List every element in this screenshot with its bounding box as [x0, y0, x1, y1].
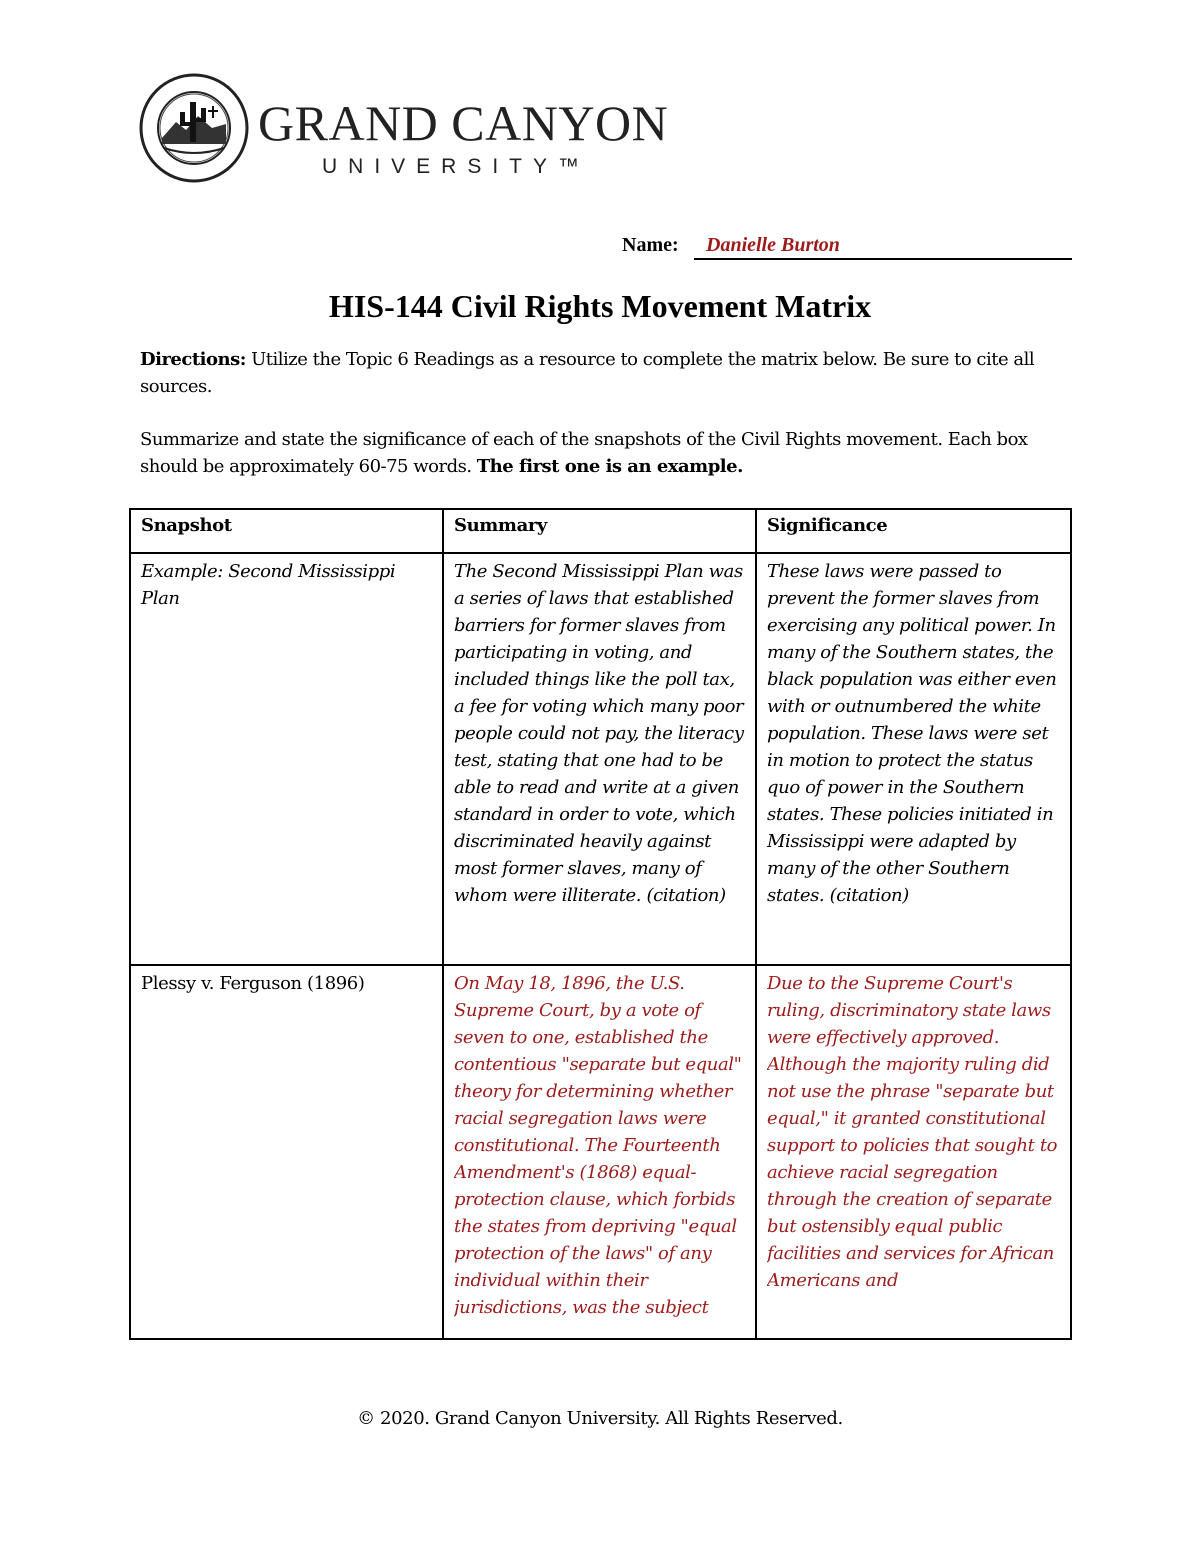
- instructions-paragraph: [140, 427, 1075, 480]
- table-row: [130, 553, 1071, 965]
- copyright-footer: © 2020. Grand Canyon University. All Rights Reserved.: [357, 1408, 843, 1429]
- cell-significance: These laws were passed to prevent the former slaves from exercising any political power. In many of the Southern states, the black population was either even with or outnumbered the white population. These laws were set in motion to protect the status quo of power in the Southern states. These policies initiated in Mississippi were adapted by many of the other Southern states. (citation): [756, 553, 1071, 965]
- cell-snapshot: [130, 965, 443, 1339]
- table-row: [130, 965, 1071, 1339]
- directions-paragraph: [140, 347, 1075, 400]
- name-field: [622, 234, 1072, 264]
- header-significance: Significance: [756, 509, 1071, 553]
- name-value: Danielle Burton: [706, 234, 840, 256]
- university-seal-icon: [138, 72, 250, 184]
- cell-summary-text: On May 18, 1896, the U.S. Supreme Court, by a vote of seven to one, established the contentious "separate but equal" theory for determining whether racial segregation laws were constitutional. The Fourteenth Amendment's (1868) equal-protection clause, which forbids the states from depriving "equal protection of the laws" of any individual within their jurisdictions, was the subject: [454, 973, 742, 1318]
- name-label: Name:: [622, 234, 679, 256]
- cell-significance: [756, 965, 1071, 1339]
- university-logo: [138, 72, 669, 182]
- instructions-text: Summarize and state the significance of each of the snapshots of the Civil Rights movement. Each box should be approximately 60-75 words.: [140, 429, 1028, 477]
- cell-significance-text: Due to the Supreme Court's ruling, discriminatory state laws were effectively approved. Although the majority ruling did not use the phrase "separate but equal," it granted constitutional support to policies that sought to achieve racial segregation through the creation of separate but ostensibly equal public facilities and services for African Americans and: [767, 973, 1058, 1291]
- instructions-bold: The first one is an example.: [476, 455, 743, 477]
- directions-text: Utilize the Topic 6 Readings as a resource to complete the matrix below. Be sure to cite all sources.: [140, 349, 1035, 397]
- name-underline: [694, 258, 1072, 260]
- page-title: HIS-144 Civil Rights Movement Matrix: [328, 288, 872, 324]
- header-snapshot: Snapshot: [130, 509, 443, 553]
- cell-summary: The Second Mississippi Plan was a series of laws that established barriers for former slaves from participating in voting, and included things like the poll tax, a fee for voting which many poor people could not pay, the literacy test, stating that one had to be able to read and write at a given standard in order to vote, which discriminated heavily against most former slaves, many of whom were illiterate. (citation): [443, 553, 756, 965]
- cell-snapshot: Example: Second Mississippi Plan: [130, 553, 443, 965]
- cell-snapshot-text: Plessy v. Ferguson (1896): [141, 973, 365, 994]
- directions-label: Directions:: [140, 349, 246, 370]
- header-summary: Summary: [443, 509, 756, 553]
- table-header-row: [130, 509, 1071, 553]
- logo-wordmark-line2: UNIVERSITY™: [322, 155, 591, 178]
- cell-summary: [443, 965, 756, 1339]
- civil-rights-matrix-table: [129, 508, 1072, 1340]
- logo-wordmark-line1: GRAND CANYON: [258, 95, 669, 151]
